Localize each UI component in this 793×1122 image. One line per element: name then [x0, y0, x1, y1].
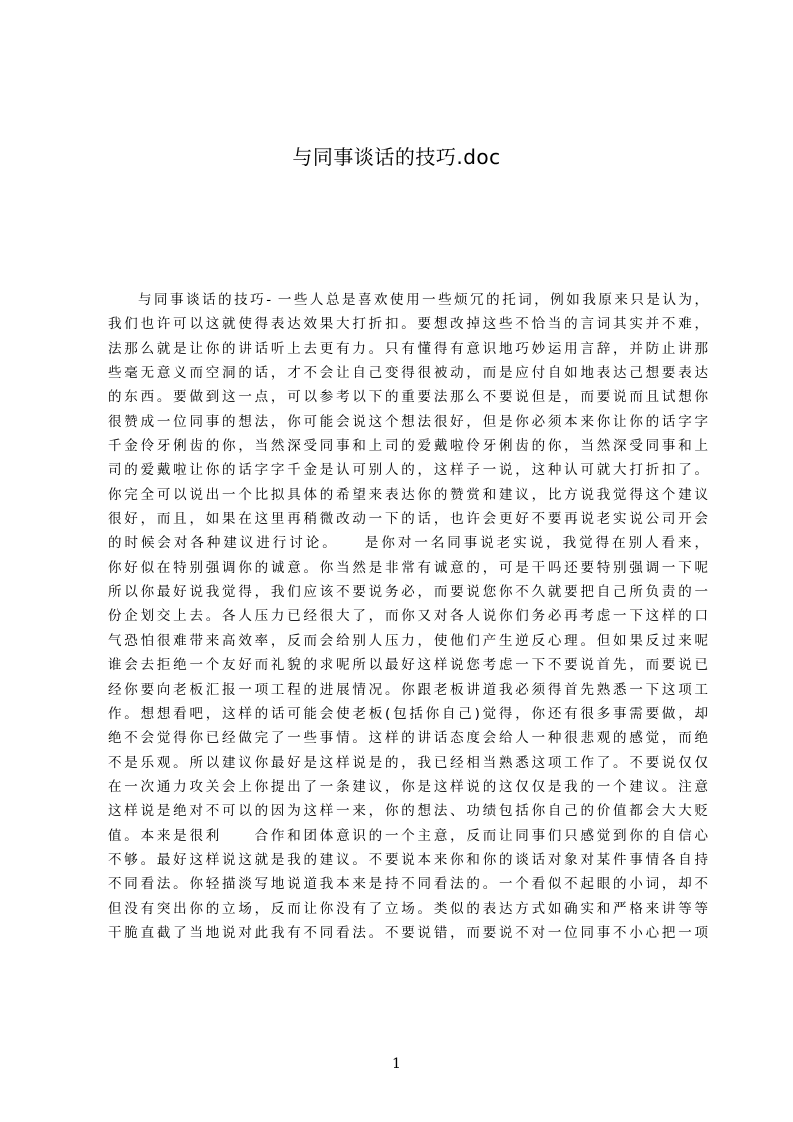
body-line: 你好似在特别强调你的诚意。你当然是非常有诚意的，可是干吗还要特别强调一下呢 — [108, 559, 708, 576]
body-line: 经你要向老板汇报一项工程的进展情况。你跟老板讲道我必须得首先熟悉一下这项工 — [108, 681, 708, 698]
body-line: 谁会去拒绝一个友好而礼貌的求呢所以最好这样说您考虑一下不要说首先，而要说已 — [108, 657, 708, 674]
body-line: 与同事谈话的技巧- 一些人总是喜欢使用一些烦冗的托词，例如我原来只是认为， — [138, 292, 708, 308]
document-title: 与同事谈话的技巧.doc — [292, 145, 501, 169]
body-line: 的东西。要做到这一点，可以参考以下的重要法那么不要说但是，而要说而且试想你 — [108, 389, 708, 406]
body-line: 不够。最好这样说这就是我的建议。不要说本来你和你的谈话对象对某件事情各自持 — [108, 851, 708, 868]
page-number: 1 — [392, 1056, 401, 1072]
body-line: 不是乐观。所以建议你最好是这样说是的，我已经相当熟悉这项工作了。不要说仅仅 — [108, 754, 708, 771]
body-line: 的时候会对各种建议进行讨论。 是你对一名同事说老实说，我觉得在别人看来， — [108, 535, 708, 552]
body-line: 但没有突出你的立场，反而让你没有了立场。类似的表达方式如确实和严格来讲等等 — [108, 900, 708, 917]
body-line: 这样说是绝对不可以的因为这样一来，你的想法、功绩包括你自己的价值都会大大贬 — [108, 803, 708, 820]
body-line: 干脆直截了当地说对此我有不同看法。不要说错，而要说不对一位同事不小心把一项 — [108, 924, 708, 941]
body-line: 法那么就是让你的讲话听上去更有力。只有懂得有意识地巧妙运用言辞，并防止讲那 — [108, 340, 708, 357]
body-line: 绝不会觉得你已经做完了一些事情。这样的讲话态度会给人一种很悲观的感觉，而绝 — [108, 730, 708, 747]
body-line: 很赞成一位同事的想法，你可能会说这个想法很好，但是你必须本来你让你的话字字 — [108, 413, 708, 430]
body-line: 千金伶牙俐齿的你，当然深受同事和上司的爱戴啦伶牙俐齿的你，当然深受同事和上 — [108, 438, 708, 455]
body-line: 所以你最好说我觉得，我们应该不要说务必，而要说您你不久就要把自己所负责的一 — [108, 584, 708, 601]
body-line: 在一次通力攻关会上你提出了一条建议，你是这样说的这仅仅是我的一个建议。注意 — [108, 778, 708, 795]
body-line: 很好，而且，如果在这里再稍微改动一下的话，也许会更好不要再说老实说公司开会 — [108, 511, 708, 528]
body-line: 我们也许可以这就使得表达效果大打折扣。要想改掉这些不恰当的言词其实并不难， — [108, 316, 708, 333]
document-body — [108, 288, 708, 945]
body-line: 司的爱戴啦让你的话字字千金是认可别人的，这样子一说，这种认可就大打折扣了。 — [108, 462, 708, 479]
body-line: 值。本来是很利 合作和团体意识的一个主意，反而让同事们只感觉到你的自信心 — [108, 827, 708, 844]
body-line: 不同看法。你轻描淡写地说道我本来是持不同看法的。一个看似不起眼的小词，却不 — [108, 876, 708, 893]
body-line: 份企划交上去。各人压力已经很大了，而你又对各人说你们务必再考虑一下这样的口 — [108, 608, 708, 625]
body-line: 气恐怕很难带来高效率，反而会给别人压力，使他们产生逆反心理。但如果反过来呢 — [108, 632, 708, 649]
body-line: 作。想想看吧，这样的话可能会使老板(包括你自己)觉得，你还有很多事需要做，却 — [108, 705, 708, 722]
body-line: 你完全可以说出一个比拟具体的希望来表达你的赞赏和建议，比方说我觉得这个建议 — [108, 486, 708, 503]
body-line: 些毫无意义而空洞的话，才不会让自己变得很被动，而是应付自如地表达己想要表达 — [108, 365, 708, 382]
